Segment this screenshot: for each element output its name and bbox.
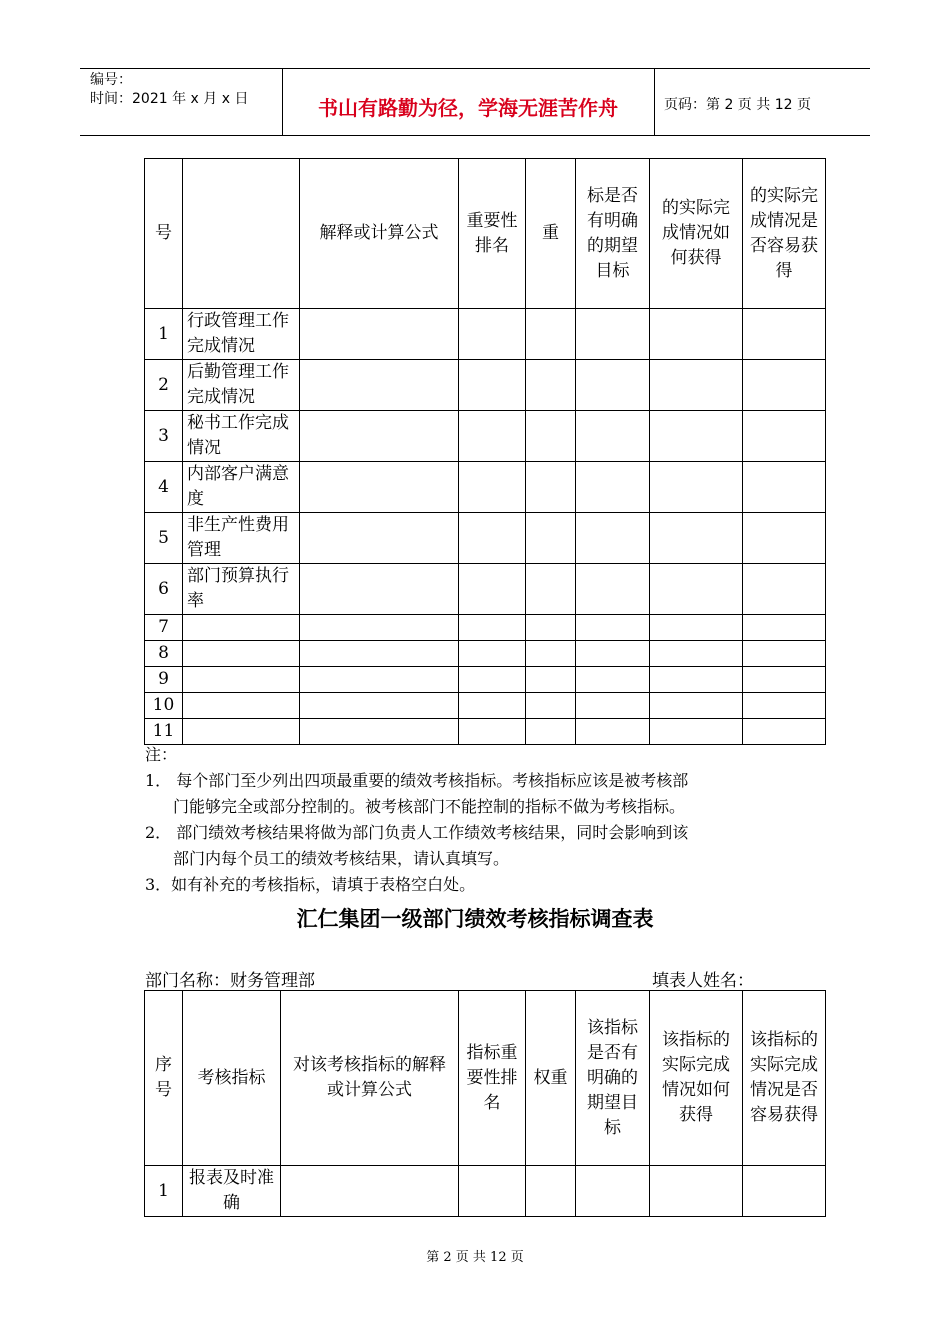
empty-cell [650, 641, 743, 667]
row-number-cell: 2 [145, 360, 183, 411]
empty-cell [576, 719, 650, 745]
empty-cell [650, 462, 743, 513]
empty-cell [300, 641, 459, 667]
empty-cell [300, 615, 459, 641]
indicator-cell: 部门预算执行率 [183, 564, 300, 615]
empty-cell [459, 1166, 526, 1217]
empty-cell [300, 667, 459, 693]
table-row [145, 641, 826, 667]
empty-cell [576, 564, 650, 615]
header-cell-target: 标是否有明确的期望目标 [576, 159, 650, 309]
table-row [145, 719, 826, 745]
empty-cell [576, 693, 650, 719]
empty-cell [743, 693, 826, 719]
empty-cell [526, 309, 576, 360]
header-cell-indicator: 考核指标 [183, 991, 281, 1166]
table-row [145, 615, 826, 641]
empty-cell [526, 462, 576, 513]
indicator-cell [183, 641, 300, 667]
header-cell-target: 该指标是否有明确的期望目标 [576, 991, 650, 1166]
empty-cell [576, 309, 650, 360]
empty-cell [576, 411, 650, 462]
empty-cell [576, 667, 650, 693]
notes-block [145, 742, 825, 898]
empty-cell [743, 411, 826, 462]
header-top-rule [80, 68, 870, 69]
indicator-cell: 非生产性费用管理 [183, 513, 300, 564]
empty-cell [300, 360, 459, 411]
note-2-line-2: 部门内每个员工的绩效考核结果，请认真填写。 [173, 849, 510, 868]
header-cell-indicator [183, 159, 300, 309]
empty-cell [526, 641, 576, 667]
table-header-row [145, 991, 826, 1166]
empty-cell [459, 360, 526, 411]
table-row [145, 667, 826, 693]
empty-cell [526, 693, 576, 719]
row-number-cell: 4 [145, 462, 183, 513]
empty-cell [743, 309, 826, 360]
empty-cell [526, 719, 576, 745]
table-row [145, 309, 826, 360]
row-number-cell: 10 [145, 693, 183, 719]
empty-cell [743, 1166, 826, 1217]
empty-cell [459, 719, 526, 745]
notes-heading: 注： [145, 745, 178, 764]
row-number-cell: 1 [145, 309, 183, 360]
empty-cell [459, 564, 526, 615]
header-cell-obtain: 的实际完成情况如何获得 [650, 159, 743, 309]
table-row [145, 462, 826, 513]
note-2-line-1: 2． 部门绩效考核结果将做为部门负责人工作绩效考核结果，同时会影响到该 [145, 823, 689, 842]
header-cell-formula: 对该考核指标的解释或计算公式 [281, 991, 459, 1166]
indicator-cell [183, 667, 300, 693]
empty-cell [459, 462, 526, 513]
empty-cell [459, 309, 526, 360]
empty-cell [300, 462, 459, 513]
empty-cell [459, 615, 526, 641]
empty-cell [526, 615, 576, 641]
empty-cell [576, 462, 650, 513]
header-cell-weight: 权重 [526, 991, 576, 1166]
empty-cell [526, 667, 576, 693]
note-1-line-2: 门能够完全或部分控制的。被考核部门不能控制的指标不做为考核指标。 [173, 797, 686, 816]
empty-cell [743, 641, 826, 667]
row-number-cell: 8 [145, 641, 183, 667]
empty-cell [459, 667, 526, 693]
empty-cell [300, 309, 459, 360]
header-meta [90, 71, 248, 109]
empty-cell [526, 360, 576, 411]
header-page-label: 页码：第 2 页 共 12 页 [664, 97, 811, 113]
indicator-survey-table [144, 990, 826, 1217]
page-footer: 第 2 页 共 12 页 [426, 1250, 524, 1265]
indicator-cell: 后勤管理工作完成情况 [183, 360, 300, 411]
empty-cell [526, 564, 576, 615]
note-3: 3．如有补充的考核指标，请填于表格空白处。 [145, 875, 476, 894]
empty-cell [300, 513, 459, 564]
empty-cell [650, 360, 743, 411]
empty-cell [576, 513, 650, 564]
empty-cell [459, 513, 526, 564]
department-label: 部门名称：财务管理部 [145, 971, 315, 991]
empty-cell [650, 615, 743, 641]
empty-cell [743, 462, 826, 513]
header-cell-formula: 解释或计算公式 [300, 159, 459, 309]
empty-cell [526, 1166, 576, 1217]
indicator-cell [183, 693, 300, 719]
table-row [145, 564, 826, 615]
empty-cell [650, 719, 743, 745]
empty-cell [576, 641, 650, 667]
table-row [145, 513, 826, 564]
empty-cell [650, 667, 743, 693]
table-header-row [145, 159, 826, 309]
empty-cell [576, 360, 650, 411]
table-row [145, 411, 826, 462]
row-number-cell: 3 [145, 411, 183, 462]
header-cell-obtain: 该指标的实际完成情况如何获得 [650, 991, 743, 1166]
header-cell-ease: 该指标的实际完成情况是否容易获得 [743, 991, 826, 1166]
survey-title: 汇仁集团一级部门绩效考核指标调查表 [296, 907, 654, 931]
indicator-cell: 秘书工作完成情况 [183, 411, 300, 462]
empty-cell [576, 615, 650, 641]
header-motto: 书山有路勤为径，学海无涯苦作舟 [318, 96, 618, 120]
empty-cell [459, 693, 526, 719]
empty-cell [526, 411, 576, 462]
row-number-cell: 6 [145, 564, 183, 615]
empty-cell [650, 1166, 743, 1217]
indicator-cell: 报表及时准确 [183, 1166, 281, 1217]
indicator-cell: 内部客户满意度 [183, 462, 300, 513]
empty-cell [459, 641, 526, 667]
header-cell-ease: 的实际完成情况是否容易获得 [743, 159, 826, 309]
empty-cell [650, 693, 743, 719]
empty-cell [459, 411, 526, 462]
empty-cell [743, 564, 826, 615]
indicator-table-continued [144, 158, 826, 745]
empty-cell [650, 411, 743, 462]
indicator-cell: 行政管理工作完成情况 [183, 309, 300, 360]
empty-cell [300, 693, 459, 719]
number-label: 编号： [90, 72, 132, 88]
empty-cell [743, 513, 826, 564]
empty-cell [650, 309, 743, 360]
header-cell-rank: 指标重要性排名 [459, 991, 526, 1166]
filler-name-label: 填表人姓名： [652, 971, 754, 991]
empty-cell [743, 615, 826, 641]
header-cell-no: 序号 [145, 991, 183, 1166]
header-bottom-rule [80, 135, 870, 136]
empty-cell [281, 1166, 459, 1217]
time-label: 时间：2021 年 x 月 x 日 [90, 91, 249, 107]
row-number-cell: 5 [145, 513, 183, 564]
empty-cell [576, 1166, 650, 1217]
empty-cell [743, 360, 826, 411]
empty-cell [743, 667, 826, 693]
header-cell-no: 号 [145, 159, 183, 309]
table-row [145, 360, 826, 411]
table-row [145, 1166, 826, 1217]
empty-cell [650, 564, 743, 615]
empty-cell [743, 719, 826, 745]
header-cell-weight: 重 [526, 159, 576, 309]
indicator-cell [183, 719, 300, 745]
row-number-cell: 1 [145, 1166, 183, 1217]
row-number-cell: 7 [145, 615, 183, 641]
empty-cell [650, 513, 743, 564]
indicator-cell [183, 615, 300, 641]
empty-cell [300, 719, 459, 745]
table-row [145, 693, 826, 719]
row-number-cell: 9 [145, 667, 183, 693]
empty-cell [300, 564, 459, 615]
empty-cell [300, 411, 459, 462]
note-1-line-1: 1． 每个部门至少列出四项最重要的绩效考核指标。考核指标应该是被考核部 [145, 771, 689, 790]
header-cell-rank: 重要性排名 [459, 159, 526, 309]
row-number-cell: 11 [145, 719, 183, 745]
header-divider-right [654, 68, 655, 135]
empty-cell [526, 513, 576, 564]
